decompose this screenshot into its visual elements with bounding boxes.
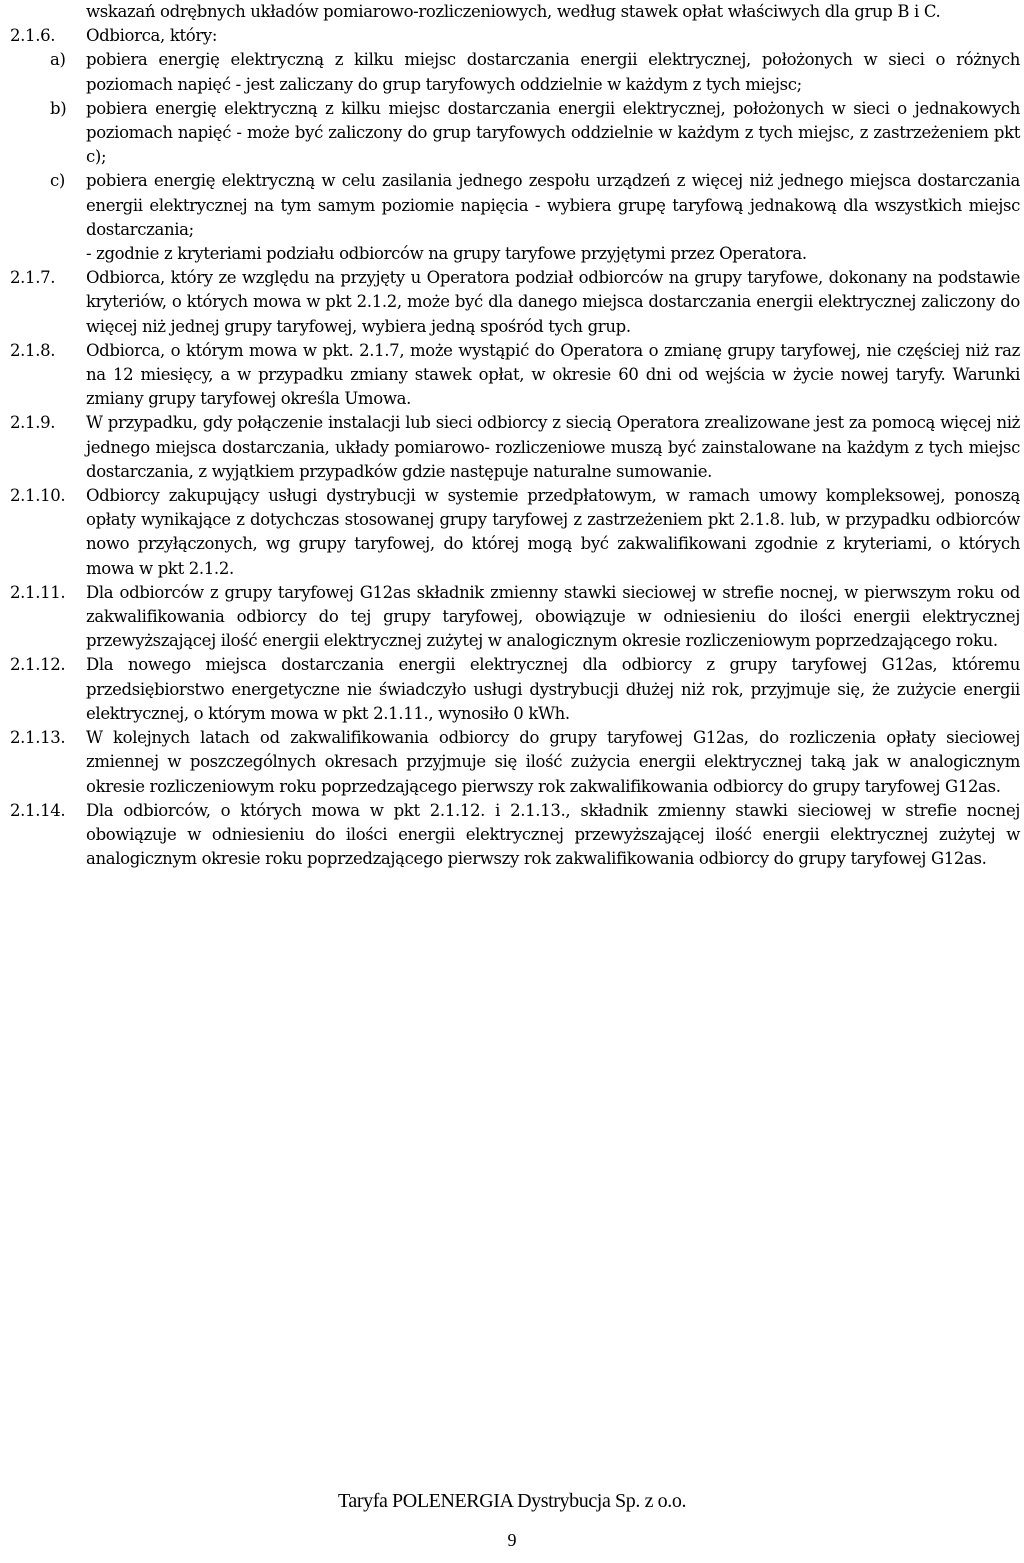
section-2-1-8	[10, 339, 1020, 412]
section-text: W kolejnych latach od zakwalifikowania odbiorcy do grupy taryfowej G12as, do rozliczenia opłaty sieciowej zmiennej w poszczególnych okresach przyjmuje się ilość zużycia energii elektrycznej taką jak w analogicznym okresie rozliczeniowym roku poprzedzającego pierwszy rok zakwalifikowania odbiorcy do grupy taryfowej G12as.	[86, 728, 1020, 796]
list-letter: c)	[50, 171, 65, 191]
section-2-1-9	[10, 411, 1020, 484]
section-number: 2.1.7.	[10, 268, 56, 288]
list-letter: a)	[50, 50, 66, 70]
document-body	[10, 0, 1020, 871]
continuation-paragraph: wskazań odrębnych układów pomiarowo-rozliczeniowych, według stawek opłat właściwych dla grup B i C.	[86, 2, 941, 21]
section-text: Dla odbiorców z grupy taryfowej G12as składnik zmienny stawki sieciowej w strefie nocnej, w pierwszym roku od zakwalifikowania odbiorcy do tej grupy taryfowej, obowiązuje w odniesieniu do ilości energii elektrycznej przewyższającej ilość energii elektrycznej zużytej w analogicznym okresie rozliczeniowym poprzedzającego roku.	[86, 582, 1020, 651]
section-text: Dla nowego miejsca dostarczania energii elektrycznej dla odbiorcy z grupy taryfowej G12as, któremu przedsiębiorstwo energetyczne nie świadczyło usługi dystrybucji dłużej niż rok, przyjmuje się, że zużycie energii elektrycznej, o którym mowa w pkt 2.1.11., wynosiło 0 kWh.	[86, 655, 1020, 723]
section-number: 2.1.11.	[10, 582, 66, 602]
section-number: 2.1.6.	[10, 26, 56, 46]
section-number: 2.1.12.	[10, 655, 66, 675]
section-text: Odbiorcy zakupujący usługi dystrybucji w systemie przedpłatowym, w ramach umowy kompleksowej, ponoszą opłaty wynikające z dotychczas stosowanej grupy taryfowej z zastrzeżeniem pkt 2.1.8. lub, w przypadku odbiorców nowo przyłączonych, wg grupy taryfowej, do której mogą być zakwalifikowani zgodnie z kryteriami, o których mowa w pkt 2.1.2.	[86, 486, 1020, 578]
section-number: 2.1.9.	[10, 413, 56, 433]
list-item-b	[10, 97, 1020, 170]
section-2-1-13	[10, 726, 1020, 799]
footer-title: Taryfa POLENERGIA Dystrybucja Sp. z o.o.	[337, 1490, 687, 1512]
list-item-c	[10, 169, 1020, 242]
list-item-text: pobiera energię elektryczną z kilku miejsc dostarczania energii elektrycznej, położonych w sieci o jednakowych poziomach napięć - może być zaliczony do grup taryfowych oddzielnie w każdym z tych miejsc, z zastrzeżeniem pkt c);	[86, 98, 1020, 167]
section-2-1-14	[10, 799, 1020, 872]
section-closing-note: - zgodnie z kryteriami podziału odbiorców na grupy taryfowe przyjętymi przez Operatora.	[86, 244, 807, 264]
section-text: Odbiorca, który ze względu na przyjęty u Operatora podział odbiorców na grupy taryfowe, dokonany na podstawie kryteriów, o których mowa w pkt 2.1.2, może być dla danego miejsca dostarczania energii elektrycznej zaliczony do więcej niż jednej grupy taryfowej, wybiera jedną spośród tych grup.	[86, 268, 1020, 336]
section-2-1-10	[10, 484, 1020, 581]
section-2-1-7	[10, 266, 1020, 339]
list-letter: b)	[50, 98, 67, 118]
section-text: W przypadku, gdy połączenie instalacji lub sieci odbiorcy z siecią Operatora zrealizowane jest za pomocą więcej niż jednego miejsca dostarczania, układy pomiarowo- rozliczeniowe muszą być zainstalowane na każdym z tych miejsc dostarczania, z wyjątkiem przypadków gdzie następuje naturalne sumowanie.	[86, 413, 1020, 481]
section-2-1-12	[10, 653, 1020, 726]
list-item-text: pobiera energię elektryczną z kilku miejsc dostarczania energii elektrycznej, położonych w sieci o różnych poziomach napięć - jest zaliczany do grup taryfowych oddzielnie w każdym z tych miejsc;	[86, 50, 1020, 94]
section-text: Dla odbiorców, o których mowa w pkt 2.1.12. i 2.1.13., składnik zmienny stawki sieciowej w strefie nocnej obowiązuje w odniesieniu do ilości energii elektrycznej przewyższającej ilość energii elektrycznej zużytej w analogicznym okresie roku poprzedzającego pierwszy rok zakwalifikowania odbiorcy do grupy taryfowej G12as.	[86, 800, 1020, 869]
section-number: 2.1.8.	[10, 340, 56, 360]
page-number: 9	[507, 1530, 517, 1550]
list-item-a	[10, 48, 1020, 96]
list-item-text: pobiera energię elektryczną w celu zasilania jednego zespołu urządzeń z więcej niż jednego miejsca dostarczania energii elektrycznej na tym samym poziomie napięcia - wybiera grupę taryfową jednakową dla wszystkich miejsc dostarczania;	[86, 171, 1020, 239]
section-text: Odbiorca, o którym mowa w pkt. 2.1.7, może wystąpić do Operatora o zmianę grupy taryfowej, nie częściej niż raz na 12 miesięcy, a w przypadku zmiany stawek opłat, w okresie 60 dni od wejścia w życie nowej taryfy. Warunki zmiany grupy taryfowej określa Umowa.	[86, 340, 1020, 409]
section-number: 2.1.14.	[10, 800, 66, 820]
section-2-1-11	[10, 581, 1020, 654]
section-2-1-6	[10, 24, 1020, 48]
section-number: 2.1.13.	[10, 728, 66, 748]
section-number: 2.1.10.	[10, 486, 66, 506]
section-intro: Odbiorca, który:	[86, 26, 218, 46]
